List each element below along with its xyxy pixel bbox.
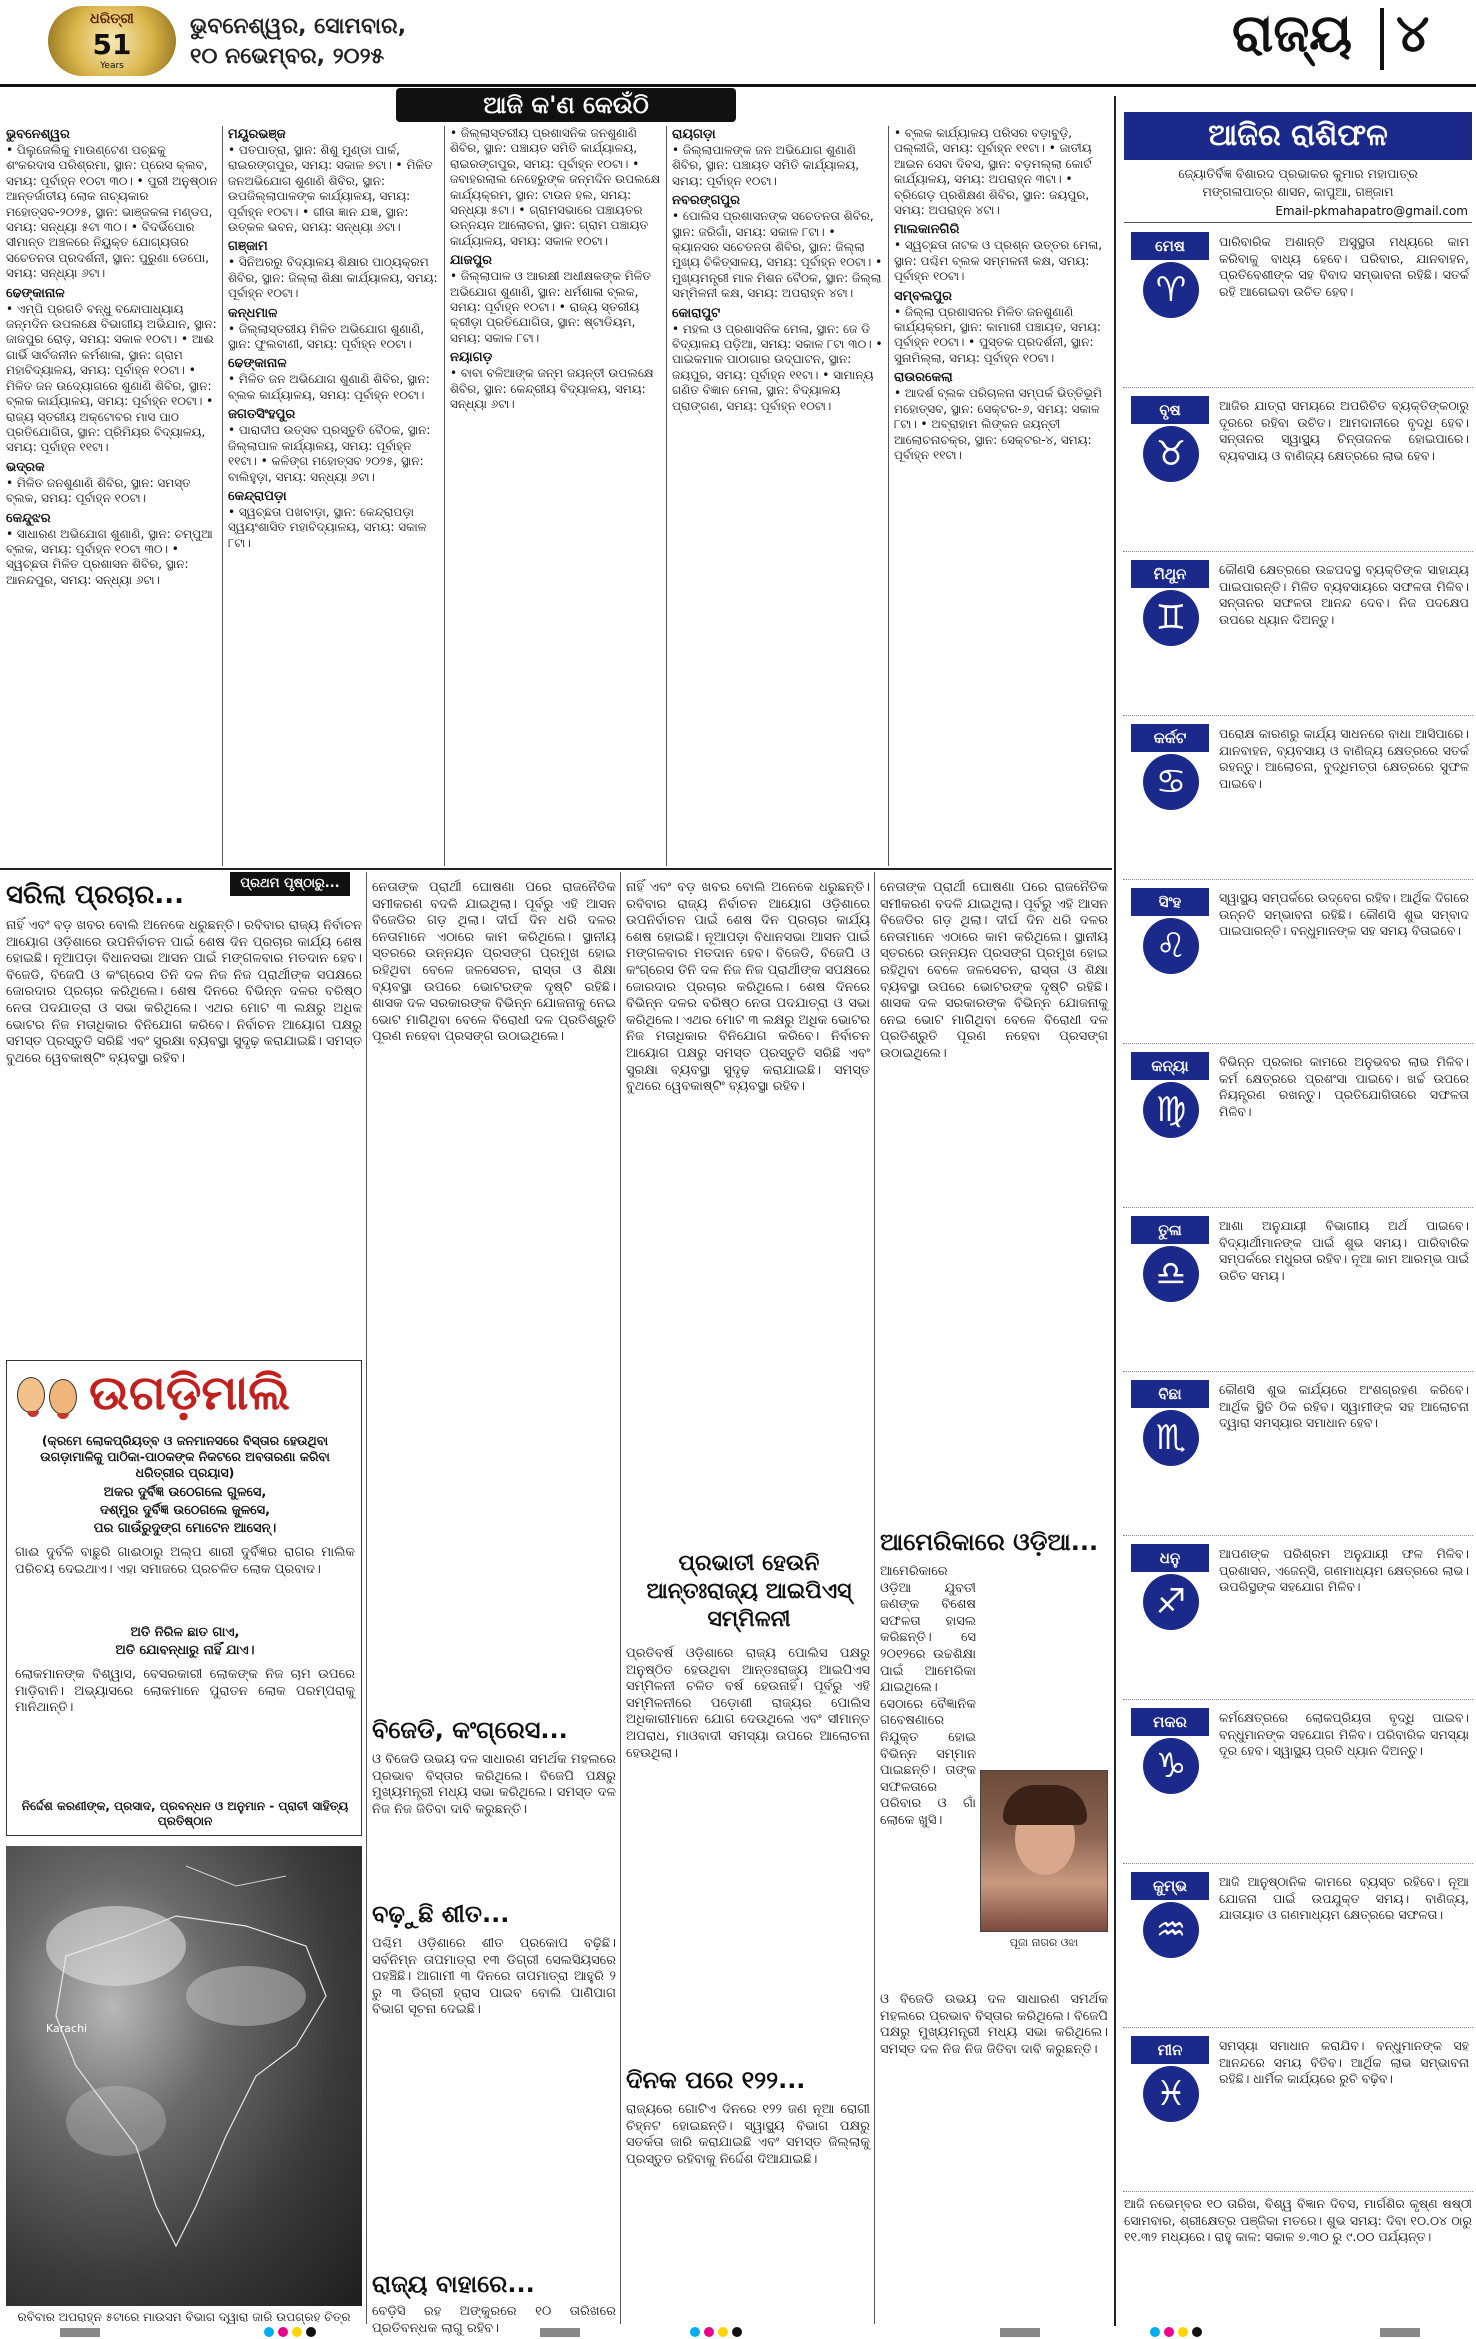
zodiac-forecast: କର୍ମକ୍ଷେତ୍ରରେ ଲୋକପ୍ରିୟତା ବୃଦ୍ଧି ପାଇବ। ବନ୍ଧୁମାନଙ୍କ ସହଯୋଗ ମିଳିବ। ପରିବାରିକ ସମସ୍ୟା ଦୂର ହେବ। ସ୍ୱାସ୍ଥ୍ୟ ପ୍ରତି ଧ୍ୟାନ ଦିଅନ୍ତୁ। <box>1219 1710 1469 1758</box>
section-divider <box>1380 8 1384 70</box>
cartoon-faces-icon <box>13 1371 83 1427</box>
rashifal-byline2: ମଙ୍ଗଳାପାତ୍ର ଶାସନ, କାପୁଆ, ଗଞ୍ଜାମ <box>1202 184 1394 199</box>
event-city: ସମ୍ବଲପୁର <box>894 288 952 304</box>
zodiac-name: ବିଛା <box>1131 1380 1209 1408</box>
zodiac-symbol-icon: ♒ <box>1143 1902 1199 1958</box>
rashifal-byline1: ଜ୍ୟୋତିର୍ବିଜ୍ଞ ବିଶାରଦ ପ୍ରଭାକର କୁମାର ମହାପାତ୍ର <box>1178 166 1418 181</box>
story-6-body: ପ୍ରତିବର୍ଷ ଓଡ଼ିଶାରେ ରାଜ୍ୟ ପୋଲିସ ପକ୍ଷରୁ ଅନୁଷ୍ଠିତ ହେଉଥିବା ଆନ୍ତଃରାଜ୍ୟ ଆଇପିଏସ ସମ୍ମିଳନୀ ଚଳିତ ବର୍ଷ ହେଉନାହିଁ। ପୂର୍ବରୁ ଏହି ସମ୍ମିଳନୀରେ ପଡ଼ୋଶୀ ରାଜ୍ୟର ପୋଲିସ ଅଧିକାରୀମାନେ ଯୋଗ ଦେଉଥିଲେ ଏବଂ ସୀମାନ୍ତ ଅପରାଧ, ମାଓବାଦୀ ସମସ୍ୟା ଉପରେ ଆଲୋଚନା ହେଉଥିଲା। <box>626 1646 870 1761</box>
zodiac-forecast: ପରୋକ୍ଷ କାରଣରୁ କାର୍ଯ୍ୟ ସାଧନରେ ବାଧା ଆସିପାରେ। ଯାନବାହନ, ବ୍ୟବସାୟ ଓ ବାଣିଜ୍ୟ କ୍ଷେତ୍ରରେ ସତର୍କ ରହନ୍ତୁ। ଆଲୋଚନା, ବୁଦ୍ଧିମତ୍ତା କ୍ଷେତ୍ରରେ ସୁଫଳ ପାଇବେ। <box>1219 726 1469 791</box>
rashifal-rule-top <box>1124 222 1472 223</box>
uthamali-verse-3: ପର ଗାଉଁରୁଦୁଙ୍ଗ ମୋଟେନ ଆସେନ୍। <box>93 1521 277 1536</box>
zodiac-sign <box>1123 1212 1473 1372</box>
event-city: ଢେଙ୍କାନାଳ <box>6 285 65 301</box>
zodiac-forecast: ସମସ୍ୟା ସମାଧାନ କରାଯିବ। ବନ୍ଧୁମାନଙ୍କ ସହ ଆନନ୍ଦରେ ସମୟ ବିତିବ। ଆର୍ଥିକ ଲାଭ ସମ୍ଭାବନା ରହିଛି। ଧାର୍ମିକ କାର୍ଯ୍ୟରେ ରୁଚି ବଢ଼ିବ। <box>1219 2038 1469 2086</box>
zodiac-forecast: ଆଶା ଅନୁଯାୟୀ ବିଭାଗୀୟ ଅର୍ଥ ପାଇବେ। ବିଦ୍ୟାର୍ଥୀମାନଙ୍କ ପାଇଁ ଶୁଭ ସମୟ। ପାରିବାରିକ ସମ୍ପର୍କରେ ମଧୁରତା ରହିବ। ନୂଆ କାମ ଆରମ୍ଭ ପାଇଁ ଉଚିତ ସମୟ। <box>1219 1218 1469 1283</box>
zodiac-name: କର୍କଟ <box>1131 724 1209 752</box>
story-8-intro: ନେତାଙ୍କ ପ୍ରାର୍ଥୀ ଘୋଷଣା ପରେ ରାଜନୈତିକ ସମୀକରଣ ବଦଳି ଯାଇଥିଲା। ପୂର୍ବରୁ ଏହି ଆସନ ବିଜେଡିର ଗଡ଼ ଥିଲା। ଦୀର୍ଘ ଦିନ ଧରି ଦଳର ନେତାମାନେ ଏଠାରେ କାମ କରିଥିଲେ। ସ୍ଥାନୀୟ ସ୍ତରରେ ଉନ୍ନୟନ ପ୍ରସଙ୍ଗ ପ୍ରମୁଖ ହୋଇ ରହିଥିବା ବେଳେ ଜଳସେଚନ, ରାସ୍ତା ଓ ଶିକ୍ଷା ବ୍ୟବସ୍ଥା ଉପରେ ଭୋଟରଙ୍କ ଦୃଷ୍ଟି ରହିଛି। ଶାସକ ଦଳ ସରକାରଙ୍କ ବିଭିନ୍ନ ଯୋଜନାକୁ ନେଇ ଭୋଟ ମାଗିଥିବା ବେଳେ ବିରୋଧୀ ଦଳ ପ୍ରତିଶ୍ରୁତି ପୂରଣ ନହେବା ପ୍ରସଙ୍ଗ ଉଠାଇଥିଲେ। <box>880 880 1108 1061</box>
masthead <box>0 0 1476 82</box>
event-city: ମାଲକାନଗିରି <box>894 222 960 238</box>
zodiac-sign <box>1123 1048 1473 1208</box>
zodiac-sign <box>1123 1704 1473 1864</box>
col-rule <box>888 126 889 866</box>
zodiac-name: ତୁଳା <box>1131 1216 1209 1244</box>
zodiac-sign <box>1123 720 1473 880</box>
zodiac-sign <box>1123 1868 1473 2028</box>
story-2-body: ନେତାଙ୍କ ପ୍ରାର୍ଥୀ ଘୋଷଣା ପରେ ରାଜନୈତିକ ସମୀକରଣ ବଦଳି ଯାଇଥିଲା। ପୂର୍ବରୁ ଏହି ଆସନ ବିଜେଡିର ଗଡ଼ ଥିଲା। ଦୀର୍ଘ ଦିନ ଧରି ଦଳର ନେତାମାନେ ଏଠାରେ କାମ କରିଥିଲେ। ସ୍ଥାନୀୟ ସ୍ତରରେ ଉନ୍ନୟନ ପ୍ରସଙ୍ଗ ପ୍ରମୁଖ ହୋଇ ରହିଥିବା ବେଳେ ଜଳସେଚନ, ରାସ୍ତା ଓ ଶିକ୍ଷା ବ୍ୟବସ୍ଥା ଉପରେ ଭୋଟରଙ୍କ ଦୃଷ୍ଟି ରହିଛି। ଶାସକ ଦଳ ସରକାରଙ୍କ ବିଭିନ୍ନ ଯୋଜନାକୁ ନେଇ ଭୋଟ ମାଗିଥିବା ବେଳେ ବିରୋଧୀ ଦଳ ପ୍ରତିଶ୍ରୁତି ପୂରଣ ନହେବା ପ୍ରସଙ୍ଗ ଉଠାଇଥିଲେ। <box>372 880 616 1045</box>
zodiac-symbol-icon: ♐ <box>1143 1574 1199 1630</box>
event-text: • ମହଲ ଓ ପ୍ରଶାସନିକ ମେଳା, ସ୍ଥାନ: ଜେ ଡି ବିଦ୍ୟାଳୟ ପଡ଼ିଆ, ସମୟ: ସକାଳ ୮ଟା ୩୦। • ପାଇକମାଳ ପାଠାଗାର ଉଦ୍‌ଘାଟନ, ସ୍ଥାନ: ଜୟପୁର, ସମୟ: ପୂର୍ବାହ୍ନ ୧୧ଟା। • ସାମାନ୍ୟ ଗଣିତ ବିଜ୍ଞାନ ମେଳା, ସ୍ଥାନ: ବିଦ୍ୟାଳୟ ପ୍ରାଙ୍ଗଣ, ସମୟ: ପୂର୍ବାହ୍ନ ୧୦ଟା। <box>672 321 883 413</box>
zodiac-name: ବୃଷ <box>1131 396 1209 424</box>
event-city: ଗଞ୍ଜାମ <box>228 239 268 255</box>
zodiac-forecast: ସ୍ୱାସ୍ଥ୍ୟ ସମ୍ପର୍କରେ ଉଦ୍ବେଗ ରହିବ। ଆର୍ଥିକ ଦିଗରେ ଉନ୍ନତି ସମ୍ଭାବନା ରହିଛି। କୌଣସି ଶୁଭ ସମ୍ବାଦ ପାଇପାରନ୍ତି। ବନ୍ଧୁମାନଙ୍କ ସହ ସମୟ ବିତାଇବେ। <box>1219 890 1469 938</box>
events-bottom-rule <box>0 868 1112 870</box>
zodiac-sign <box>1123 556 1473 716</box>
satellite-caption: ରବିବାର ଅପରାହ୍ନ ୫ଟାରେ ମାଉସମ ବିଭାଗ ଦ୍ୱାରା ଜାରି ଉପଗ୍ରହ ଚିତ୍ର <box>17 2310 351 2324</box>
section-title: ରାଜ୍ୟ <box>1232 4 1353 64</box>
zodiac-forecast: କୌଣସି କ୍ଷେତ୍ରରେ ଉଚ୍ଚପଦସ୍ଥ ବ୍ୟକ୍ତିଙ୍କ ସାହାଯ୍ୟ ପାଇପାରନ୍ତି। ମିଳିତ ବ୍ୟବସାୟରେ ସଫଳତା ମିଳିବ। ସନ୍ତାନର ସଫଳତା ଆନନ୍ଦ ଦେବ। ନିଜ ପଦକ୍ଷେପ ଉପରେ ଧ୍ୟାନ ଦିଅନ୍ତୁ। <box>1219 562 1469 627</box>
events-col-2 <box>228 126 440 866</box>
events-heading-text: ଆଜି କ'ଣ କେଉଁଠି <box>483 91 649 119</box>
logo-name: ଧରିତ୍ରୀ <box>90 11 134 27</box>
story-3-title: ବିଜେଡି, କଂଗ୍ରେସ... <box>372 1716 568 1744</box>
events-col-3 <box>450 126 662 866</box>
zodiac-symbol-icon: ♓ <box>1143 2066 1199 2122</box>
panchang-text: ଆଜି ନଭେମ୍ବର ୧୦ ତାରିଖ, ବିଶ୍ୱ ବିଜ୍ଞାନ ଦିବସ, ମାର୍ଗଶିର କୃଷ୍ଣ ଷଷ୍ଠୀ ସୋମବାର, ଶ୍ରୀକ୍ଷେତ୍ର ପଞ୍ଜିକା ମତରେ। ଶୁଭ ସମୟ: ଦିବା ୧୦.୦୪ ଠାରୁ ୧୧.୩୨ ମଧ୍ୟରେ। ରାହୁ କାଳ: ସକାଳ ୭.୩୦ ରୁ ୯.୦୦ ପର୍ଯ୍ୟନ୍ତ। <box>1124 2196 1472 2244</box>
event-text: • ଜିଲ୍ଲା ପ୍ରଶାସନର ମିଳିତ ଜନଶୁଣାଣି କାର୍ଯ୍ୟକ୍ରମ, ସ୍ଥାନ: କାମାରୀ ପଞ୍ଚାୟତ, ସମୟ: ପୂର୍ବାହ୍ନ ୧୦ଟା। • ପୁସ୍ତକ ପ୍ରଦର୍ଶନୀ, ସ୍ଥାନ: ସୁନାମିଲ୍ଲା, ସମୟ: ପୂର୍ବାହ୍ନ ୧୦ଟା। <box>894 304 1101 365</box>
photo-caption: ପୂଜା ନାଗର ଓଝା <box>1009 1936 1079 1949</box>
event-text: • ବ୍ଲକ କାର୍ଯ୍ୟାଳୟ ପରିସର ବଡ଼ାବୁଡ଼ି, ପଲ୍ଲୀଜି, ସମୟ: ପୂର୍ବାହ୍ନ ୧୧ଟା। • ଜାତୀୟ ଆଇନ ସେବା ଦିବସ, ସ୍ଥାନ: ବଡ଼ମଲ୍ଲା କୋର୍ଟ କାର୍ଯ୍ୟାଳୟ, ସମୟ: ଅପରାହ୍ନ ୩ଟା। • ବ୍ରିଗେଡ଼ ପ୍ରଶିକ୍ଷଣ ଶିବିର, ସ୍ଥାନ: ଜୟପୁର, ସମୟ: ଅପରାହ୍ନ ୪ଟା। <box>894 126 1092 218</box>
event-city: ରାଉରକେଲା <box>894 370 953 386</box>
event-text: • ଜିଲ୍ଲାପାଳଙ୍କ ଜନ ଅଭିଯୋଗ ଶୁଣାଣି ଶିବିର, ସ୍ଥାନ: ପଞ୍ଚାୟତ ସମିତି କାର୍ଯ୍ୟାଳୟ, ସମୟ: ପୂର୍ବାହ୍ନ ୧୦ଟା। <box>672 143 860 188</box>
zodiac-forecast: କୌଣସି ଶୁଭ କାର୍ଯ୍ୟରେ ଅଂଶଗ୍ରହଣ କରିବେ। ଆର୍ଥିକ ସ୍ଥିତି ଠିକ ରହିବ। ସ୍ୱାମୀଙ୍କ ସହ ଆଲୋଚନା ଦ୍ୱାରା ସମସ୍ୟାର ସମାଧାନ ହେବ। <box>1219 1382 1469 1430</box>
satellite-image <box>6 1846 362 2306</box>
zodiac-sign <box>1123 1540 1473 1700</box>
dateline-line1: ଭୁବନେଶ୍ୱର, ସୋମବାର, <box>190 14 407 39</box>
zodiac-symbol-icon: ♈ <box>1143 262 1199 318</box>
event-text: • ସିନିଅରରୁ ବିଦ୍ୟାଳୟ ଶିକ୍ଷାର ପାଠ୍ୟକ୍ରମ ଶିବିର, ସ୍ଥାନ: ଜିଲ୍ଲା ଶିକ୍ଷା କାର୍ଯ୍ୟାଳୟ, ସମୟ: ପୂର୍ବାହ୍ନ ୧୦ଟା। <box>228 255 438 301</box>
zodiac-sign <box>1123 2032 1473 2192</box>
col-rule <box>222 126 223 866</box>
uthamali-title: ଉଗଡ଼ିମାଲି <box>89 1365 291 1421</box>
col-rule <box>620 872 621 2324</box>
event-text: • ସ୍ୱଚ୍ଛତା ପଖବାଡ଼ା, ସ୍ଥାନ: କେନ୍ଦ୍ରାପଡ଼ା ସ୍ୱୟଂଶାସିତ ମହାବିଦ୍ୟାଳୟ, ସମୟ: ସକାଳ ୮ଟା। <box>228 504 427 550</box>
uthamali-credit: ନିର୍ଦ୍ଦେଶ କରଣୀଙ୍କ, ପ୍ରସାଦ, ପ୍ରବନ୍ଧନ ଓ ଅନୁମାନ - ପ୍ରାଚୀ ସାହିତ୍ୟ ପ୍ରତିଷ୍ଠାନ <box>21 1799 349 1828</box>
dateline-line2: ୧୦ ନଭେମ୍ବର, ୨୦୨୫ <box>190 44 385 69</box>
event-city: ମୟୂରଭଞ୍ଜ <box>228 127 286 142</box>
rashifal-email: Email-pkmahapatro@gmail.com <box>1275 204 1468 218</box>
registration-dots <box>264 2327 334 2338</box>
zodiac-symbol-icon: ♏ <box>1143 1410 1199 1466</box>
zodiac-symbol-icon: ♍ <box>1143 1082 1199 1138</box>
event-city: ଭଦ୍ରକ <box>6 459 45 475</box>
events-col-4 <box>672 126 884 866</box>
story-8-body: ଆମେରିକାରେ ଓଡ଼ିଆ ଯୁବତୀ ଜଣଙ୍କ ବିଶେଷ ସଫଳତା ହାସଲ କରିଛନ୍ତି। ସେ ୨୦୧୨ରେ ଉଚ୍ଚଶିକ୍ଷା ପାଇଁ ଆମେରିକା ଯାଇଥିଲେ। ସେଠାରେ ବୈଜ୍ଞାନିକ ଗବେଷଣାରେ ନିଯୁକ୍ତ ହୋଇ ବିଭିନ୍ନ ସମ୍ମାନ ପାଇଛନ୍ତି। ତାଙ୍କ ସଫଳତାରେ ପରିବାର ଓ ଗାଁ ଲୋକେ ଖୁସି। <box>880 1564 976 1828</box>
zodiac-sign <box>1123 884 1473 1044</box>
person-photo <box>980 1770 1108 1932</box>
rashifal-heading <box>1124 112 1472 160</box>
uthamali-body-2: ଲୋକମାନଙ୍କ ବିଶ୍ୱାସ, ବେସରକାରୀ ଲୋକଙ୍କ ନିଜ ଚାମ ଉପରେ ମାଡ଼ିବାନି। ଅଭ୍ୟାସରେ ଲୋକମାନେ ପୁରାତନ ଲୋକ ପରମ୍ପରାକୁ ମାନିଥାନ୍ତି। <box>15 1667 355 1716</box>
logo-years: 51 <box>92 28 132 61</box>
event-city: ଜଗତସିଂହପୁର <box>228 407 296 423</box>
masthead-rule <box>0 84 1476 87</box>
zodiac-sign <box>1123 228 1473 388</box>
story-5-body: ବେଡ଼ିସି ରହ ଅଙ୍କୁରରେ ୧୦ ତାରିଖରେ ପ୍ରତିବନ୍ଧକ ଲାଗୁ ରହିବ। <box>372 2304 616 2336</box>
events-col-1 <box>6 126 218 866</box>
zodiac-name: ଧନୁ <box>1131 1544 1209 1572</box>
zodiac-symbol-icon: ♑ <box>1143 1738 1199 1794</box>
story-6-title: ପ୍ରଭାତୀ ହେଉନି ଆନ୍ତଃରାଜ୍ୟ ଆଇପିଏସ୍ ସମ୍ମିଳନୀ <box>646 1551 852 1632</box>
event-text: • ସ୍ୱଚ୍ଛତା ନାଟକ ଓ ପ୍ରଶ୍ନ ଉତ୍ତର ମେଳା, ସ୍ଥାନ: ପଶ୍ଚିମ ବ୍ଲକ ସମ୍ମଳନୀ କକ୍ଷ, ସମୟ: ପୂର୍ବାହ୍ନ ୧୦ଟା। <box>894 238 1103 284</box>
registration-dots <box>690 2327 760 2338</box>
col-rule <box>444 126 445 866</box>
uthamali-box <box>6 1360 362 1836</box>
zodiac-name: ସିଂହ <box>1131 888 1209 916</box>
event-city: କୋରାପୁଟ <box>672 305 721 321</box>
events-heading <box>396 88 736 122</box>
panchang <box>1124 2196 1472 2246</box>
zodiac-name: ମକର <box>1131 1708 1209 1736</box>
story-7-body: ରାଜ୍ୟରେ ଗୋଟିଏ ଦିନରେ ୧୨୨ ଜଣ ନୂଆ ରୋଗୀ ଚିହ୍ନଟ ହୋଇଛନ୍ତି। ସ୍ୱାସ୍ଥ୍ୟ ବିଭାଗ ପକ୍ଷରୁ ସତର୍କତା ଜାରି କରାଯାଇଛି ଏବଂ ସମସ୍ତ ଜିଲ୍ଲାକୁ ପ୍ରସ୍ତୁତ ରହିବାକୁ ନିର୍ଦ୍ଦେଶ ଦିଆଯାଇଛି। <box>626 2102 870 2167</box>
uthamali-body: ଗାଈ ଦୁର୍ବଳି ବାଛୁରି ଗାଈଠାରୁ ଅଲ୍ପ ଶାରୀ ଦୁର୍ବିଜ୍ଞର ରାଗର ମାଲିକ ପରିଚୟ ଦେଇଥାଏ। ଏହା ସମାଜରେ ପ୍ରଚଳିତ ଲୋକ ପ୍ରବାଦ। <box>15 1545 355 1577</box>
uthamali-subtitle: (କ୍ରମେ ଲୋକପ୍ରିୟତ୍ବ ଓ ଜନମାନସରେ ବିସ୍ତାର ହେଉଥିବା ଉଗଡ଼ାମାଳିକୁ ପାଠିକା-ପାଠକଙ୍କ ନିକଟରେ ଅବତାରଣା କରିବା ଧରିତ୍ରୀର ପ୍ରୟାସ) <box>40 1433 330 1480</box>
event-city: ନୟାଗଡ଼ <box>450 350 493 366</box>
event-city: ଢେଙ୍କାନାଳ <box>228 356 287 372</box>
event-city: ରାୟଗଡ଼ା <box>672 127 716 142</box>
event-text: • ଆଦର୍ଶ ବ୍ଲକ ପରିଚାଳନା ସମ୍ପର୍କ ଭିତ୍ତିଭୂମି ମହୋତ୍ସବ, ସ୍ଥାନ: ସେକ୍ଟର-୬, ସମୟ: ସକାଳ ୮ଟା। • ଅବ୍ରାହାମ ଲିଙ୍କନ ଜୟନ୍ତୀ ଆଲୋଚନାଚକ୍ର, ସ୍ଥାନ: ସେକ୍ଟର-୪, ସମୟ: ପୂର୍ବାହ୍ନ ୧୧ଟା। <box>894 386 1103 462</box>
zodiac-forecast: ଆଜିର ଯାତ୍ରା ସମୟରେ ଅପରିଚିତ ବ୍ୟକ୍ତିଙ୍କଠାରୁ ଦୂରରେ ରହିବା ଉଚିତ। ଆମଦାନୀରେ ବୃଦ୍ଧି ହେବ। ସନ୍ତାନର ସ୍ୱାସ୍ଥ୍ୟ ଚିନ୍ତାଜନକ ହୋଇପାରେ। ବ୍ୟବସାୟ ଓ ବାଣିଜ୍ୟ କ୍ଷେତ୍ରରେ ଲାଭ ହେବ। <box>1219 398 1469 463</box>
rashifal-heading-text: ଆଜିର ରାଶିଫଳ <box>1208 118 1388 153</box>
zodiac-sign <box>1123 1376 1473 1536</box>
col-rule <box>874 872 875 2324</box>
front-page-tag <box>230 872 350 896</box>
zodiac-symbol-icon: ♊ <box>1143 590 1199 646</box>
front-page-tag-text: ପ୍ରଥମ ପୃଷ୍ଠାରୁ... <box>240 876 340 891</box>
print-marks <box>0 2326 1476 2339</box>
uthamali-verse-2: ଦଶ୍ମୁର ଦୁର୍ବିଜ୍ଞ ଉଠେଗଲେ ଜୁଳସେ, <box>99 1503 271 1518</box>
zodiac-name: ମୀନ <box>1131 2036 1209 2064</box>
zodiac-forecast: ଆପଣଙ୍କ ପରିଶ୍ରମ ଅନୁଯାୟୀ ଫଳ ମିଳିବ। ପ୍ରଶାସନ, ଏଜେନ୍ସି, ଗଣମାଧ୍ୟମ କ୍ଷେତ୍ରରେ ଲାଭ। ଉପରିସ୍ଥଙ୍କ ସହଯୋଗ ମିଳିବ। <box>1219 1546 1469 1594</box>
event-text: • ମିଳିତ ଜନଶୁଣାଣି ଶିବିର, ସ୍ଥାନ: ସମସ୍ତ ବ୍ଲକ, ସମୟ: ପୂର୍ବାହ୍ନ ୧୦ଟା। <box>6 475 191 506</box>
uthamali-verse-1: ଅକର ଦୁର୍ବିଜ୍ଞ ଉଠେଗଲେ ଗୁଳସେ, <box>103 1485 267 1500</box>
event-city: ଯାଜପୁର <box>450 253 493 269</box>
zodiac-name: ମେଷ <box>1131 232 1209 260</box>
zodiac-forecast: ପାରିବାରିକ ଅଶାନ୍ତି ଅସୁସ୍ଥତା ମଧ୍ୟରେ କାମ କରିବାକୁ ବାଧ୍ୟ ହେବେ। ପରିବାର, ଯାନବାହନ, ପ୍ରତିବେଶୀଙ୍କ ସହ ବିବାଦ ସମ୍ଭାବନା ରହିଛି। ସତର୍କ ରହି ଆଗେଇବା ଉଚିତ ହେବ। <box>1219 234 1469 299</box>
zodiac-symbol-icon: ♉ <box>1143 426 1199 482</box>
zodiac-forecast: ଆଜି ଆନୁଷ୍ଠାନିକ କାମରେ ବ୍ୟସ୍ତ ରହିବେ। ନୂଆ ଯୋଜନା ପାଇଁ ଉପଯୁକ୍ତ ସମୟ। ବାଣିଜ୍ୟ, ଯାତାୟାତ ଓ ଗଣମାଧ୍ୟମ କ୍ଷେତ୍ରରେ ସଫଳତା। <box>1219 1874 1469 1922</box>
story-8-title: ଆମେରିକାରେ ଓଡ଼ିଆ... <box>880 1528 1099 1556</box>
event-text: • ମିଳିତ ଜନ ଅଭିଯୋଗ ଶୁଣାଣି ଶିବିର, ସ୍ଥାନ: ବ୍ଲକ କାର୍ଯ୍ୟାଳୟ, ସମୟ: ପୂର୍ବାହ୍ନ ୧୦ଟା। <box>228 372 430 402</box>
story-8-continued: ଓ ବିଜେଡି ଉଭୟ ଦଳ ସାଧାରଣ ସମର୍ଥକ ମହଲରେ ପ୍ରଭାବ ବିସ୍ତାର କରିଥିଲେ। ବିଜେପି ପକ୍ଷରୁ ମୁଖ୍ୟମନ୍ତ୍ରୀ ମଧ୍ୟ ସଭା କରିଥିଲେ। ସମସ୍ତ ଦଳ ନିଜ ନିଜ ଜିତିବା ଦାବି କରୁଛନ୍ତି। <box>880 1992 1108 2057</box>
page-number: ୪ <box>1396 4 1430 64</box>
story-6-intro: ନାହିଁ ଏବଂ ବଡ଼ ଖବର ବୋଲି ଅନେକେ ଧରୁଛନ୍ତି। ରବିବାର ରାଜ୍ୟ ନିର୍ବାଚନ ଆୟୋଗ ଓଡ଼ିଶାରେ ଉପନିର୍ବାଚନ ପାଇଁ ଶେଷ ଦିନ ପ୍ରଚାର କାର୍ଯ୍ୟ ଶେଷ ହୋଇଛି। ନୂଆପଡ଼ା ବିଧାନସଭା ଆସନ ପାଇଁ ମଙ୍ଗଳବାର ମତଦାନ ହେବ। ବିଜେଡି, ବିଜେପି ଓ କଂଗ୍ରେସ ତିନି ଦଳ ନିଜ ନିଜ ପ୍ରାର୍ଥୀଙ୍କ ସପକ୍ଷରେ ଜୋରଦାର ପ୍ରଚାର କରିଥିଲେ। ଶେଷ ଦିନରେ ବିଭିନ୍ନ ଦଳର ବରିଷ୍ଠ ନେତା ପଦଯାତ୍ରା ଓ ସଭା କରିଥିଲେ। ଏଥର ମୋଟ ୩ ଲକ୍ଷରୁ ଅଧିକ ଭୋଟର ନିଜ ମତାଧିକାର ବିନିଯୋଗ କରିବେ। ନିର୍ବାଚନ ଆୟୋଗ ପକ୍ଷରୁ ସମସ୍ତ ପ୍ରସ୍ତୁତି ସରିଛି ଏବଂ ସୁରକ୍ଷା ବ୍ୟବସ୍ଥା ସୁଦୃଢ଼ କରାଯାଇଛି। ସମସ୍ତ ବୁଥରେ ୱେବକାଷ୍ଟିଂ ବ୍ୟବସ୍ଥା ରହିବ। <box>626 880 870 1095</box>
uthamali-verse-5: ଅତି ଯୋବନ୍ଧାରୁ ନାହିଁ ଯାଏ। <box>115 1643 255 1658</box>
event-text: • ବାବା ବଳିଆଙ୍କ ଜନ୍ମ ଜୟନ୍ତୀ ଉପଲକ୍ଷେ ଶିବିର, ସ୍ଥାନ: କେନ୍ଦ୍ରୀୟ ବିଦ୍ୟାଳୟ, ସମୟ: ସନ୍ଧ୍ୟା ୬ଟା। <box>450 366 654 412</box>
event-text: • ପତପାତ୍ରା, ସ୍ଥାନ: ଶିଶୁ ମୁଣ୍ଡା ପାର୍କ, ରାଇରଙ୍ଗପୁର, ସମୟ: ସକାଳ ୭ଟା। • ମିଳିତ ଜନଅଭିଯୋଗ ଶୁଣାଣି ଶିବିର, ସ୍ଥାନ: ଉପଜିଲ୍ଲାପାଳଙ୍କ କାର୍ଯ୍ୟାଳୟ, ସମୟ: ପୂର୍ବାହ୍ନ ୧୦ଟା। • ଗୀତା ଜ୍ଞାନ ଯଜ୍ଞ, ସ୍ଥାନ: ଉତ୍କଳ ଭବନ, ସମୟ: ସନ୍ଧ୍ୟା ୬ଟା। <box>228 143 433 235</box>
story-6-headline-box <box>626 1550 872 1638</box>
event-text: • ଏମ୍ପି ପ୍ରଗତି ବନ୍ଧୁ ବନ୍ଦୋପାଧ୍ୟାୟ ଜନ୍ମଦିନ ଉପଲକ୍ଷେ ବିଭାଗୀୟ ଅଭିଯାନ, ସ୍ଥାନ: ଜାଜପୁର ରୋଡ଼, ସମୟ: ସକାଳ ୧୦ଟା। • ଆଈ ଗାର୍ଭି ସାର୍ବଜନୀନ କର୍ମଶାଳା, ସ୍ଥାନ: ଗ୍ରାମ ମହାବିଦ୍ୟାଳୟ, ସମୟ: ପୂର୍ବାହ୍ନ ୧୦ଟା। • ମିଳିତ ଜନ ଉଦ୍ୟୋଗରେ ଶୁଣାଣି ଶିବିର, ସ୍ଥାନ: ବ୍ଲକ କାର୍ଯ୍ୟାଳୟ, ସମୟ: ପୂର୍ବାହ୍ନ ୧୦ଟା। • ରାଜ୍ୟ ସ୍ତରୀୟ ଅକ୍ଟୋବର ମାସ ପାଠ ପ୍ରତିଯୋଗିତା, ସ୍ଥାନ: ପ୍ରିମିୟର ବିଦ୍ୟାଳୟ, ସମୟ: ପୂର୍ବାହ୍ନ ୧୧ଟା। <box>6 301 217 455</box>
event-city: କେନ୍ଦୁଝର <box>6 510 51 526</box>
zodiac-forecast: ବିଭିନ୍ନ ପ୍ରକାର କାମରେ ଅନୁଭବର ଲାଭ ମିଳିବ। କର୍ମ କ୍ଷେତ୍ରରେ ପ୍ରଶଂସା ପାଇବେ। ଖର୍ଚ୍ଚ ଉପରେ ନିୟନ୍ତ୍ରଣ ରଖନ୍ତୁ। ପ୍ରତିଯୋଗିତାରେ ସଫଳତା ମିଳିବ। <box>1219 1054 1469 1119</box>
zodiac-name: କୁମ୍ଭ <box>1131 1872 1209 1900</box>
zodiac-symbol-icon: ♌ <box>1143 918 1199 974</box>
event-text: • ପୋଲିସ ପ୍ରଶାସନଙ୍କ ସଚେତନତା ଶିବିର, ସ୍ଥାନ: ଜରିଗାଁ, ସମୟ: ସକାଳ ୮ଟା। • କ୍ୟାନସର ସଚେତନତା ଶିବିର, ସ୍ଥାନ: ଜିଲ୍ଲା ମୁଖ୍ୟ ଚିକିତ୍ସାଳୟ, ସମୟ: ପୂର୍ବାହ୍ନ ୧୦ଟା। • ମୁଖ୍ୟମନ୍ତ୍ରୀ ମାଳ ମିଶନ ବୈଠକ, ସ୍ଥାନ: ଜିଲ୍ଲା ସମ୍ମିଳନୀ କକ୍ଷ, ସମୟ: ଅପରାହ୍ନ ୪ଟା। <box>672 209 883 301</box>
map-outline-icon <box>6 1846 362 2306</box>
rashifal-rule <box>1114 96 1116 2326</box>
event-text: • ଜିଲ୍ଲାପାଳ ଓ ଆରକ୍ଷୀ ଅଧୀକ୍ଷକଙ୍କ ମିଳିତ ଅଭିଯୋଗ ଶୁଣାଣି, ସ୍ଥାନ: ଧର୍ମଶାଳା ବ୍ଲକ, ସମୟ: ପୂର୍ବାହ୍ନ ୧୦ଟା। • ରାଜ୍ୟ ସ୍ତରୀୟ କ୍ରୀଡ଼ା ପ୍ରତିଯୋଗିତା, ସ୍ଥାନ: ଷ୍ଟାଡିୟମ, ସମୟ: ସକାଳ ୮ଟା। <box>450 269 651 345</box>
zodiac-sign <box>1123 392 1473 552</box>
anniversary-logo <box>48 6 176 76</box>
satellite-city-label: Karachi <box>46 2022 88 2035</box>
story-3-body: ଓ ବିଜେଡି ଉଭୟ ଦଳ ସାଧାରଣ ସମର୍ଥକ ମହଲରେ ପ୍ରଭାବ ବିସ୍ତାର କରିଥିଲେ। ବିଜେପି ପକ୍ଷରୁ ମୁଖ୍ୟମନ୍ତ୍ରୀ ମଧ୍ୟ ସଭା କରିଥିଲେ। ସମସ୍ତ ଦଳ ନିଜ ନିଜ ଜିତିବା ଦାବି କରୁଛନ୍ତି। <box>372 1752 616 1817</box>
zodiac-name: କନ୍ୟା <box>1131 1052 1209 1080</box>
logo-years-label: Years <box>100 61 124 71</box>
events-col-5 <box>894 126 1106 866</box>
story-1-title: ସରିଲା ପ୍ରଚାର... <box>6 880 185 910</box>
uthamali-verse-4: ଅତି ନିରିଳ ଛାତ ଗାଏ, <box>130 1625 240 1640</box>
story-7-title: ଦିନକ ପରେ ୧୨୨... <box>626 2066 806 2094</box>
registration-dots <box>1150 2327 1220 2338</box>
col-rule <box>666 126 667 866</box>
col-rule <box>366 872 367 2324</box>
event-text: • ପାରାଦୀପ ଉତ୍ସବ ପ୍ରସ୍ତୁତି ବୈଠକ, ସ୍ଥାନ: ଜିଲ୍ଲାପାଳ କାର୍ଯ୍ୟାଳୟ, ସମୟ: ପୂର୍ବାହ୍ନ ୧୧ଟା। • କଳିଙ୍ଗ ମହୋତ୍ସବ ୨୦୨୫, ସ୍ଥାନ: ବାଲିହୁଡ଼ା, ସମୟ: ସନ୍ଧ୍ୟା ୬ଟା। <box>228 423 431 484</box>
event-city: ନବରଙ୍ଗପୁର <box>672 193 741 209</box>
story-4-title: ବଢ଼ୁଛି ଶୀତ... <box>372 1900 510 1928</box>
story-1-body: ନାହିଁ ଏବଂ ବଡ଼ ଖବର ବୋଲି ଅନେକେ ଧରୁଛନ୍ତି। ରବିବାର ରାଜ୍ୟ ନିର୍ବାଚନ ଆୟୋଗ ଓଡ଼ିଶାରେ ଉପନିର୍ବାଚନ ପାଇଁ ଶେଷ ଦିନ ପ୍ରଚାର କାର୍ଯ୍ୟ ଶେଷ ହୋଇଛି। ନୂଆପଡ଼ା ବିଧାନସଭା ଆସନ ପାଇଁ ମଙ୍ଗଳବାର ମତଦାନ ହେବ। ବିଜେଡି, ବିଜେପି ଓ କଂଗ୍ରେସ ତିନି ଦଳ ନିଜ ନିଜ ପ୍ରାର୍ଥୀଙ୍କ ସପକ୍ଷରେ ଜୋରଦାର ପ୍ରଚାର କରିଥିଲେ। ଶେଷ ଦିନରେ ବିଭିନ୍ନ ଦଳର ବରିଷ୍ଠ ନେତା ପଦଯାତ୍ରା ଓ ସଭା କରିଥିଲେ। ଏଥର ମୋଟ ୩ ଲକ୍ଷରୁ ଅଧିକ ଭୋଟର ନିଜ ମତାଧିକାର ବିନିଯୋଗ କରିବେ। ନିର୍ବାଚନ ଆୟୋଗ ପକ୍ଷରୁ ସମସ୍ତ ପ୍ରସ୍ତୁତି ସରିଛି ଏବଂ ସୁରକ୍ଷା ବ୍ୟବସ୍ଥା ସୁଦୃଢ଼ କରାଯାଇଛି। ସମସ୍ତ ବୁଥରେ ୱେବକାଷ୍ଟିଂ ବ୍ୟବସ୍ଥା ରହିବ। <box>6 918 362 1066</box>
event-city: ଭୁବନେଶ୍ୱର <box>6 127 70 142</box>
event-text: • ଜିଲ୍ଲାସ୍ତରୀୟ ପ୍ରଶାସନିକ ଜନଶୁଣାଣି ଶିବିର, ସ୍ଥାନ: ପଞ୍ଚାୟତ ସମିତି କାର୍ଯ୍ୟାଳୟ, ରାଇରଙ୍ଗପୁର, ସମୟ: ପୂର୍ବାହ୍ନ ୧୦ଟା। • ଜବାହରଲାଲ ନେହେରୁଙ୍କ ଜନ୍ମଦିନ ଉପଲକ୍ଷେ କାର୍ଯ୍ୟକ୍ରମ, ସ୍ଥାନ: ଟାଉନ ହଲ, ସମୟ: ସନ୍ଧ୍ୟା ୫ଟା। • ଗ୍ରାମସଭାରେ ପଞ୍ଚାୟତର ଉନ୍ନୟନ ଆଲୋଚନା, ସ୍ଥାନ: ଗ୍ରାମ ପଞ୍ଚାୟତ କାର୍ଯ୍ୟାଳୟ, ସମୟ: ସକାଳ ୧୦ଟା। <box>450 126 661 248</box>
story-4-body: ପଶ୍ଚିମ ଓଡ଼ିଶାରେ ଶୀତ ପ୍ରକୋପ ବଢ଼ିଛି। ସର୍ବନିମ୍ନ ତାପମାତ୍ରା ୧୩ ଡିଗ୍ରୀ ସେଲସିୟସରେ ପହଞ୍ଚିଛି। ଆଗାମୀ ୩ ଦିନରେ ତାପମାତ୍ରା ଆହୁରି ୨ ରୁ ୩ ଡିଗ୍ରୀ ହ୍ରାସ ପାଇବ ବୋଲି ପାଣିପାଗ ବିଭାଗ ସୂଚନା ଦେଇଛି। <box>372 1936 616 2018</box>
zodiac-symbol-icon: ♋ <box>1143 754 1199 810</box>
event-text: • ପିଲୁଜେଲିକୁ ମାଉଣ୍ଟେଣ ପଚ୍ଛକୁ ଶଂକରଦାସ ପରିଶ୍ରମା, ସ୍ଥାନ: ପ୍ରେସ କ୍ଲବ, ସମୟ: ପୂର୍ବାହ୍ନ ୧୦ଟା ୩୦। • ପୁରୀ ଅନୁଷ୍ଠାନ ଆନ୍ତର୍ଜାତୀୟ ଲୋକ ନାଚ୍ୟକାର ମହୋତ୍ସବ-୨୦୨୫, ସ୍ଥାନ: ଭାଞ୍ଜକଳା ମଣ୍ଡପ, ସମୟ: ସନ୍ଧ୍ୟା ୫ଟା ୩୦। • ବିଦର୍ଭିପୋର ସୀମାନ୍ତ ଅଞ୍ଚଳରେ ନିୟୁକ୍ତ ଯୋଗ୍ୟତାର ସଚେତନତା ପ୍ରଦର୍ଶନୀ, ସ୍ଥାନ: ପୁରୁଣା ଡେପୋ, ସମୟ: ସନ୍ଧ୍ୟା ୬ଟା। <box>6 143 218 281</box>
story-5-title: ରାଜ୍ୟ ବାହାରେ... <box>372 2270 535 2298</box>
event-text: • ସାଧାରଣ ଅଭିଯୋଗ ଶୁଣାଣି, ସ୍ଥାନ: ଚମ୍ପୁଆ ବ୍ଲକ, ସମୟ: ପୂର୍ବାହ୍ନ ୧୦ଟା ୩୦। • ସ୍ୱଚ୍ଛତା ମିଳିତ ପ୍ରଶାସନ ଶିବିର, ସ୍ଥାନ: ଆନନ୍ଦପୁର, ସମୟ: ସନ୍ଧ୍ୟା ୬ଟା। <box>6 526 213 587</box>
event-city: କନ୍ଧମାଳ <box>228 305 278 321</box>
zodiac-symbol-icon: ♎ <box>1143 1246 1199 1302</box>
zodiac-name: ମିଥୁନ <box>1131 560 1209 588</box>
event-city: କେନ୍ଦ୍ରାପଡ଼ା <box>228 488 287 504</box>
event-text: • ଜିଲ୍ଲାସ୍ତରୀୟ ମିଳିତ ଅଭିଯୋଗ ଶୁଣାଣି, ସ୍ଥାନ: ଫୁଲବାଣୀ, ସମୟ: ପୂର୍ବାହ୍ନ ୧୦ଟା। <box>228 321 425 352</box>
